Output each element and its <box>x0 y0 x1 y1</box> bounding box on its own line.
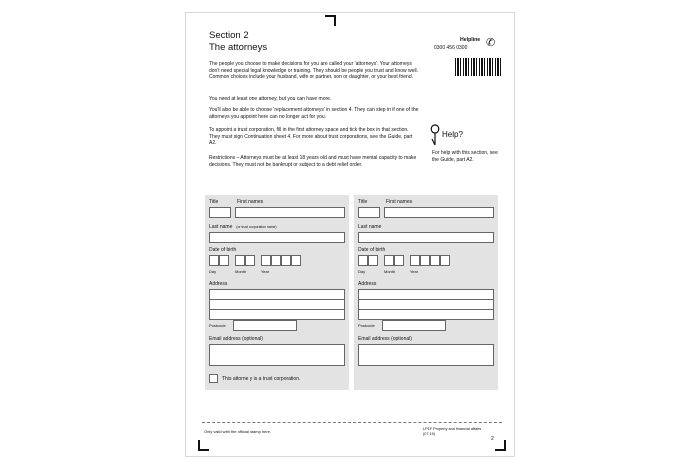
dob-day-2[interactable] <box>368 255 378 266</box>
intro-paragraph: You'll also be able to choose 'replacement attorneys' in section 4. They can step in if one of the attorneys you appoint here can no longer act for you. <box>209 107 419 120</box>
postcode-input[interactable] <box>233 320 297 331</box>
address-line-3[interactable] <box>358 309 494 320</box>
email-label: Email address (optional) <box>358 336 412 342</box>
dob-year-3[interactable] <box>430 255 440 266</box>
dob-label: Date of birth <box>209 247 237 253</box>
email-label: Email address (optional) <box>209 336 263 342</box>
title-label: Title <box>209 199 219 205</box>
first-names-label: First names <box>237 199 264 205</box>
postcode-label: Postcode <box>358 323 375 328</box>
help-icon <box>428 123 442 147</box>
dob-month-1[interactable] <box>235 255 245 266</box>
dob-label: Date of birth <box>358 247 386 253</box>
dob-day-1[interactable] <box>209 255 219 266</box>
attorney-panel-2 <box>354 195 498 390</box>
intro-paragraph: You need at least one attorney, but you can have more. <box>209 96 332 102</box>
section-title: The attorneys <box>209 42 268 53</box>
trust-corporation-label: This attorne y is a trust corporation. <box>222 376 301 382</box>
dob-month-1[interactable] <box>384 255 394 266</box>
dob-month-2[interactable] <box>394 255 404 266</box>
stamp-divider <box>202 422 502 423</box>
address-label: Address <box>358 281 377 287</box>
first-names-input[interactable] <box>384 207 494 218</box>
last-name-label: Last name <box>358 224 382 230</box>
help-word: Help? <box>442 130 463 139</box>
helpline-number: 0300 456 0300 <box>434 45 468 51</box>
helpline-label: Helpline <box>460 37 481 43</box>
dob-year-3[interactable] <box>281 255 291 266</box>
crop-mark-bottom-right <box>495 440 506 451</box>
title-input[interactable] <box>358 207 380 218</box>
dob-year-4[interactable] <box>440 255 450 266</box>
intro-paragraph: Restrictions – Attorneys must be at least 18 years old and must have mental capacity to make decisions. They must not be bankrupt or subject to a debt relief order. <box>209 155 417 168</box>
email-input[interactable] <box>358 344 494 366</box>
dob-year-2[interactable] <box>271 255 281 266</box>
month-label: Month <box>384 269 396 274</box>
help-text: For help with this section, see the Guide, part A2. <box>432 150 498 163</box>
phone-icon: ✆ <box>486 37 496 49</box>
intro-paragraph: The people you choose to make decisions for you are called your 'attorneys'. Your attorneys don't need special legal knowledge or training. They should be people you trust and know well. Common choices include your husband, wife or partner, son or daughter, or your best friend. <box>209 61 419 81</box>
last-name-label: Last name (or trust corporation name) <box>209 224 277 230</box>
dob-day-2[interactable] <box>219 255 229 266</box>
dob-day-1[interactable] <box>358 255 368 266</box>
page-number: 2 <box>491 436 494 442</box>
first-names-label: First names <box>386 199 413 205</box>
address-line-3[interactable] <box>209 309 345 320</box>
attorney-panel-1 <box>205 195 349 390</box>
last-name-input[interactable] <box>358 232 494 243</box>
title-label: Title <box>358 199 368 205</box>
title-input[interactable] <box>209 207 231 218</box>
dob-year-2[interactable] <box>420 255 430 266</box>
month-label: Month <box>235 269 247 274</box>
first-names-input[interactable] <box>235 207 345 218</box>
form-reference: LP1F Property and financial affairs (07.15) <box>423 427 482 436</box>
barcode <box>455 58 503 76</box>
trust-corporation-checkbox[interactable] <box>209 374 218 383</box>
dob-year-1[interactable] <box>410 255 420 266</box>
year-label: Year <box>410 269 419 274</box>
address-label: Address <box>209 281 228 287</box>
crop-mark-bottom-left <box>198 440 209 451</box>
email-input[interactable] <box>209 344 345 366</box>
crop-mark-top-right <box>325 15 336 26</box>
last-name-input[interactable] <box>209 232 345 243</box>
year-label: Year <box>261 269 270 274</box>
dob-month-2[interactable] <box>245 255 255 266</box>
postcode-label: Postcode <box>209 323 226 328</box>
dob-year-4[interactable] <box>291 255 301 266</box>
day-label: Day <box>209 269 217 274</box>
postcode-input[interactable] <box>382 320 446 331</box>
section-number: Section 2 <box>209 30 249 41</box>
stamp-note: Only valid with the official stamp here. <box>204 429 272 434</box>
dob-year-1[interactable] <box>261 255 271 266</box>
intro-paragraph: To appoint a trust corporation, fill in the first attorney space and tick the box in that section. They must sign Continuation sheet 4. For more about trust corporations, see the Guide, part A2. <box>209 127 413 147</box>
day-label: Day <box>358 269 366 274</box>
